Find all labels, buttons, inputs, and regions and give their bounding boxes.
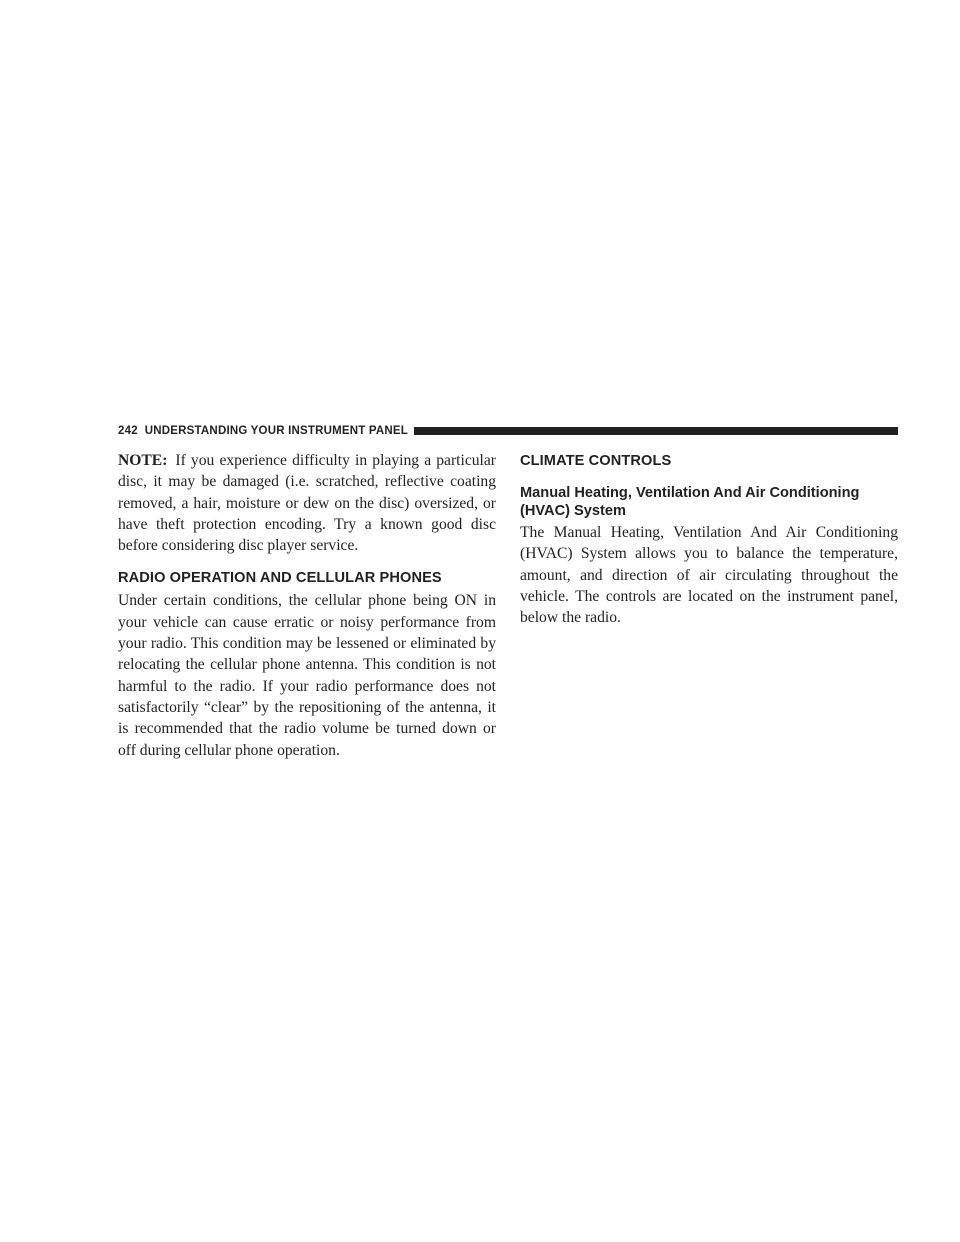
right-column (520, 450, 898, 628)
hvac-subheading: Manual Heating, Ventilation And Air Conditioning (HVAC) System (520, 485, 860, 519)
page-header (118, 423, 898, 439)
section-title: UNDERSTANDING YOUR INSTRUMENT PANEL (144, 425, 408, 437)
left-column (118, 450, 496, 761)
radio-heading: RADIO OPERATION AND CELLULAR PHONES (118, 570, 442, 587)
radio-paragraph: Under certain conditions, the cellular phone being ON in your vehicle can cause erratic or noisy performance from your radio. This condition may be lessened or eliminated by relocating the cellular phone antenna. This condition is not harmful to the radio. If your radio performance does not satisfactorily “clear” by the repositioning of the antenna, it is recommended that the radio volume be turned down or off during cellular phone operation. (118, 592, 496, 759)
hvac-paragraph: The Manual Heating, Ventilation And Air Conditioning (HVAC) System allows you to balance the temperature, amount, and direction of air circulating throughout the vehicle. The controls are located on the instrument panel, below the radio. (520, 524, 898, 627)
page-number: 242 (118, 425, 138, 437)
note-text: If you experience difficulty in playing a particular disc, it may be damaged (i.e. scratched, reflective coating removed, a hair, moisture or dew on the disc) oversized, or have theft protection encoding. Try a known good disc before considering disc player service. (118, 452, 496, 555)
note-paragraph (118, 450, 496, 556)
note-label: NOTE: (118, 452, 168, 469)
climate-heading: CLIMATE CONTROLS (520, 453, 672, 469)
header-rule (414, 427, 898, 435)
